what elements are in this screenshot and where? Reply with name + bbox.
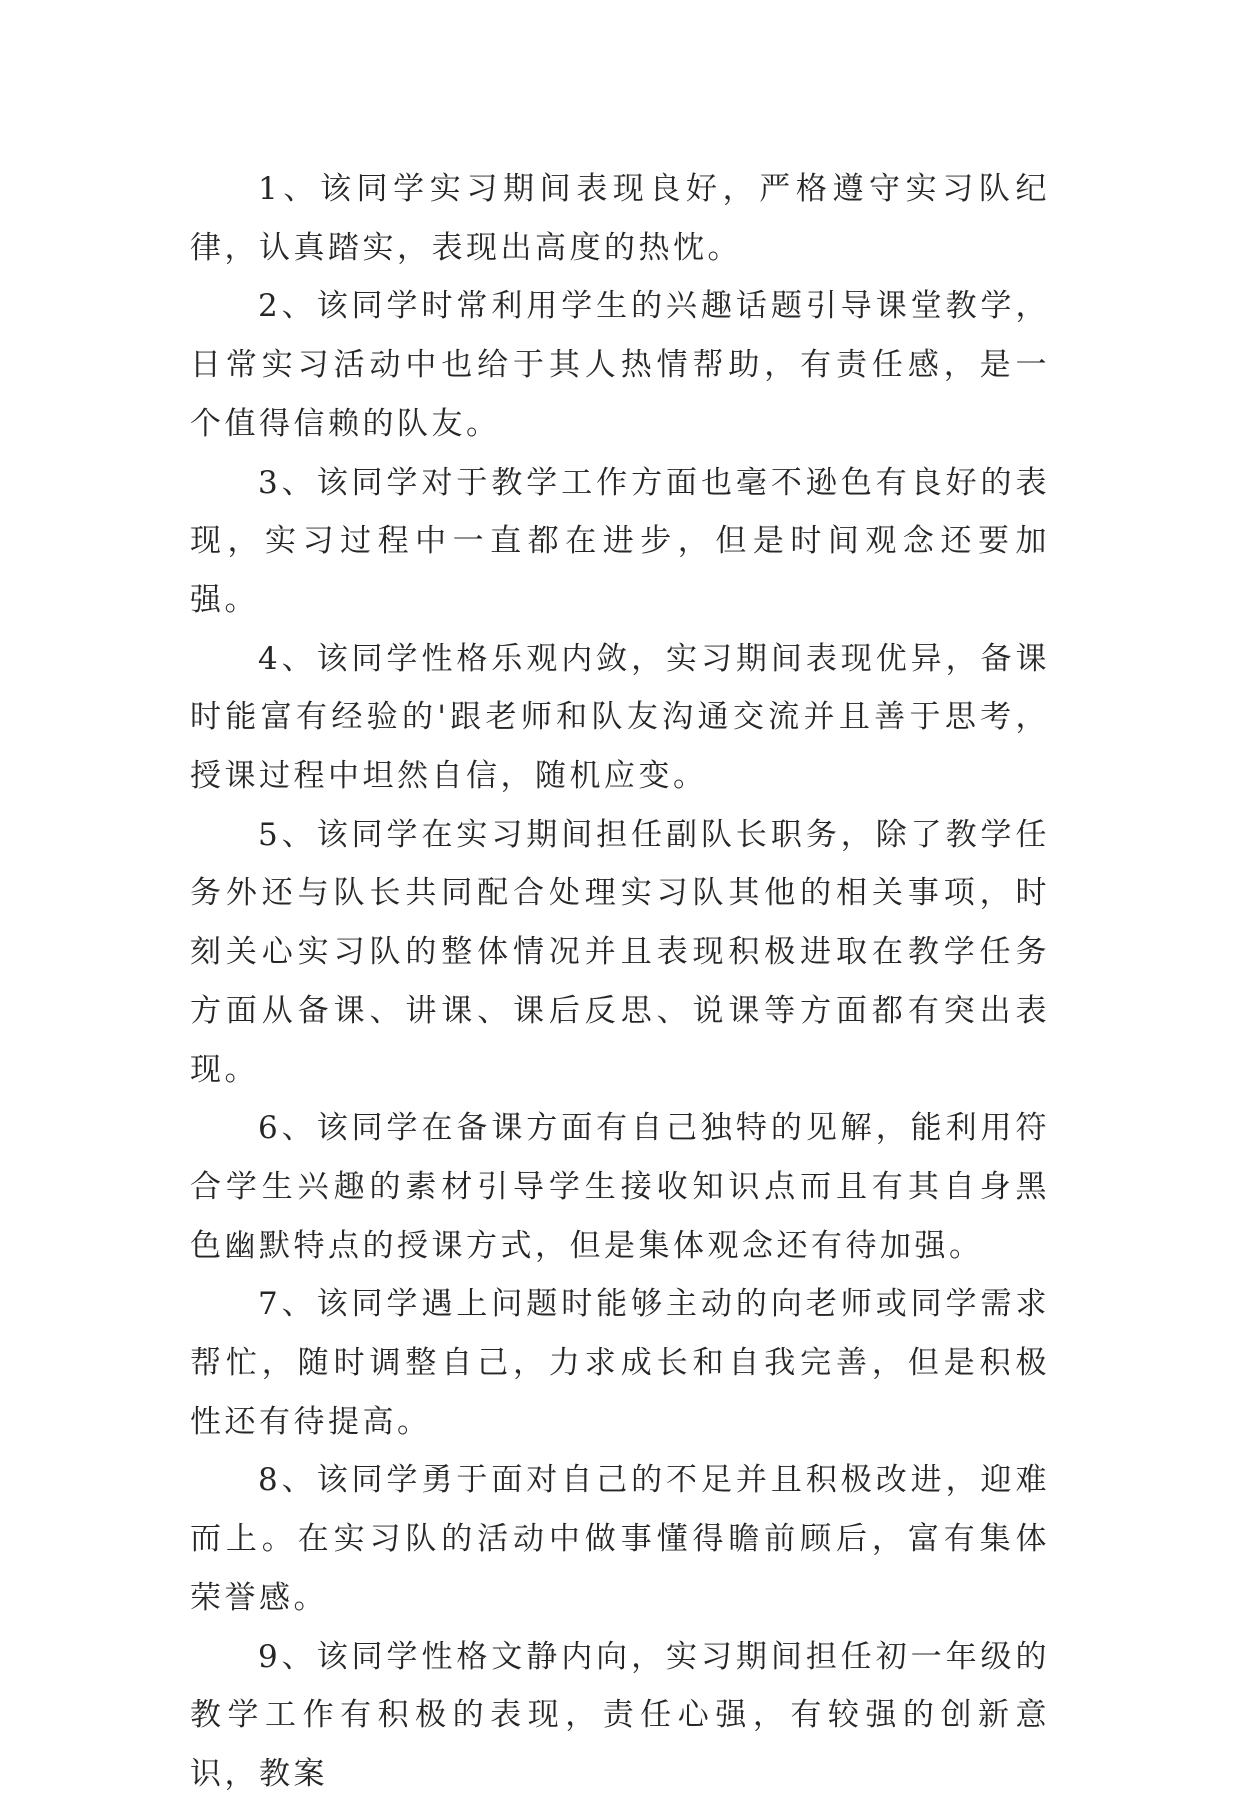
paragraph-6: 6、该同学在备课方面有自己独特的见解，能利用符合学生兴趣的素材引导学生接收知识点而且有其自身黑色幽默特点的授课方式，但是集体观念还有待加强。 — [190, 1110, 1050, 1264]
paragraph-7: 7、该同学遇上问题时能够主动的向老师或同学需求帮忙，随时调整自己，力求成长和自我完善，但是积极性还有待提高。 — [190, 1286, 1050, 1440]
paragraph-2: 2、该同学时常利用学生的兴趣话题引导课堂教学，日常实习活动中也给于其人热情帮助，有责任感，是一个值得信赖的队友。 — [190, 288, 1050, 442]
document-body — [190, 160, 1050, 1804]
paragraph-1: 1、该同学实习期间表现良好，严格遵守实习队纪律，认真踏实，表现出高度的热忱。 — [190, 171, 1050, 266]
paragraph-8: 8、该同学勇于面对自己的不足并且积极改进，迎难而上。在实习队的活动中做事懂得瞻前顾后，富有集体荣誉感。 — [190, 1462, 1050, 1616]
paragraph-4: 4、该同学性格乐观内敛，实习期间表现优异，备课时能富有经验的'跟老师和队友沟通交流并且善于思考，授课过程中坦然自信，随机应变。 — [190, 640, 1050, 795]
paragraph-3: 3、该同学对于教学工作方面也毫不逊色有良好的表现，实习过程中一直都在进步，但是时间观念还要加强。 — [190, 464, 1050, 618]
paragraph-9: 9、该同学性格文静内向，实习期间担任初一年级的教学工作有积极的表现，责任心强，有较强的创新意识，教案 — [190, 1638, 1050, 1792]
paragraph-5: 5、该同学在实习期间担任副队长职务，除了教学任务外还与队长共同配合处理实习队其他的相关事项，时刻关心实习队的整体情况并且表现积极进取在教学任务方面从备课、讲课、课后反思、说课等方面都有突出表现。 — [190, 816, 1050, 1088]
